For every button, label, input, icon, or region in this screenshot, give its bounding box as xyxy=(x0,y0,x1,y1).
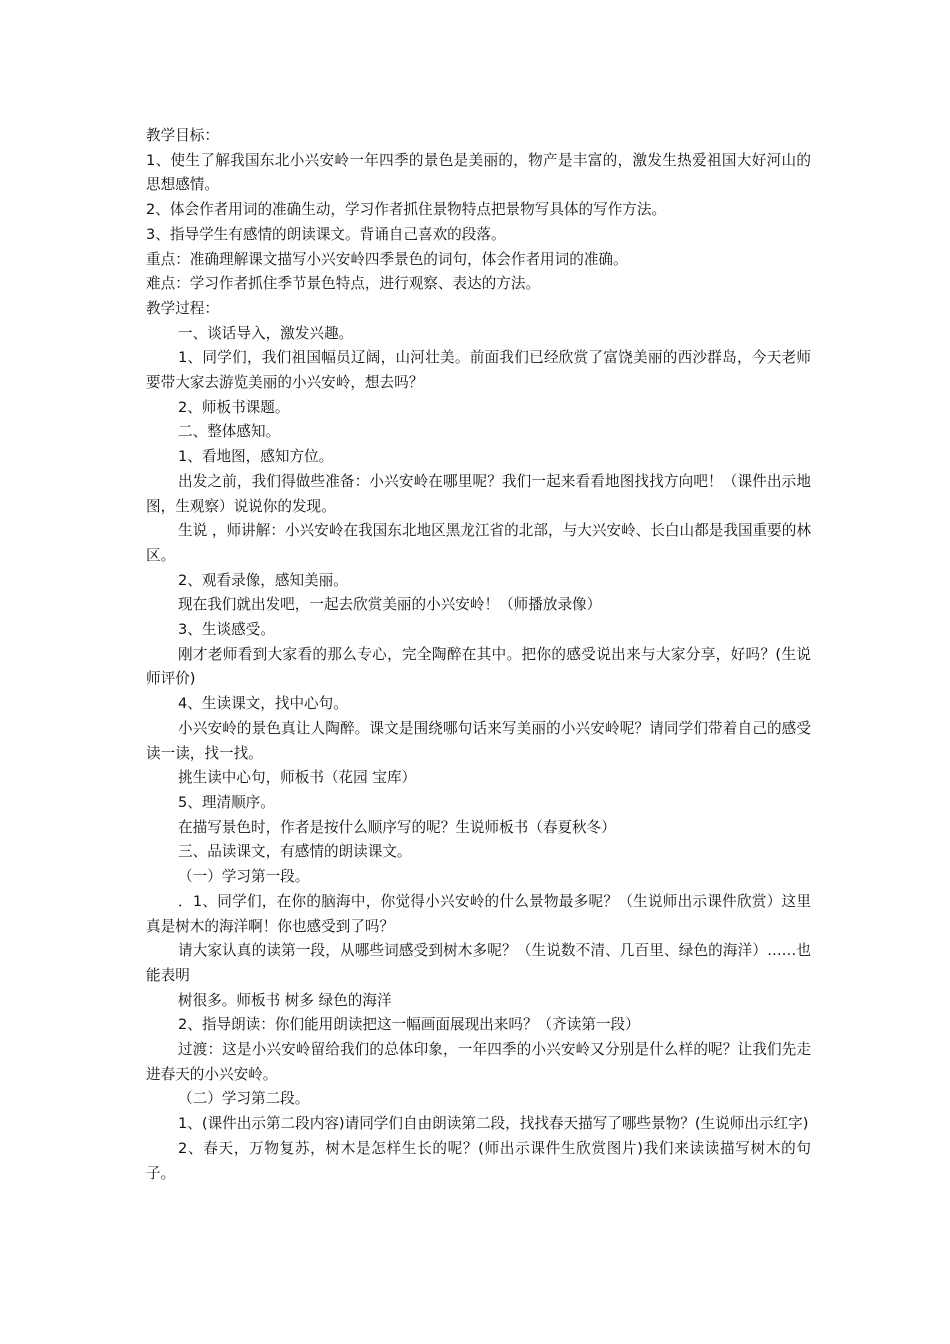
paragraph: 2、观看录像，感知美丽。 xyxy=(178,571,348,589)
paragraph: 现在我们就出发吧，一起去欣赏美丽的小兴安岭！（师播放录像） xyxy=(178,596,602,614)
paragraph: 2、体会作者用词的准确生动，学习作者抓住景物特点把景物写具体的写作方法。 xyxy=(146,201,667,219)
paragraph: 二、整体感知。 xyxy=(178,423,281,441)
paragraph: 出发之前，我们得做些准备：小兴安岭在哪里呢？我们一起来看看地图找找方向吧！（课件出示地图，生观察）说说你的发现。 xyxy=(146,472,811,515)
paragraph: 树很多。师板书 树多 绿色的海洋 xyxy=(178,991,392,1009)
paragraph: ．1、同学们，在你的脑海中，你觉得小兴安岭的什么景物最多呢？（生说师出示课件欣赏）这里真是树木的海洋啊！你也感受到了吗？ xyxy=(146,892,811,935)
paragraph: 一、谈话导入，激发兴趣。 xyxy=(178,324,354,342)
paragraph: 1、使生了解我国东北小兴安岭一年四季的景色是美丽的，物产是丰富的，激发生热爱祖国大好河山的思想感情。 xyxy=(146,151,811,194)
document-body xyxy=(146,124,811,1186)
paragraph: 3、指导学生有感情的朗读课文。背诵自己喜欢的段落。 xyxy=(146,225,506,243)
paragraph: 在描写景色时，作者是按什么顺序写的呢？生说师板书（春夏秋冬） xyxy=(178,818,616,836)
paragraph: 1、看地图，感知方位。 xyxy=(178,448,334,466)
paragraph: 5、理清顺序。 xyxy=(178,793,275,811)
paragraph: 挑生读中心句，师板书（花园 宝库） xyxy=(178,769,417,787)
paragraph: 刚才老师看到大家看的那么专心，完全陶醉在其中。把你的感受说出来与大家分享，好吗？(生说师评价) xyxy=(146,645,811,688)
paragraph: 3、生谈感受。 xyxy=(178,621,275,639)
paragraph: 小兴安岭的景色真让人陶醉。课文是围绕哪句话来写美丽的小兴安岭呢？请同学们带着自己的感受读一读，找一找。 xyxy=(146,719,811,762)
paragraph: （一）学习第一段。 xyxy=(178,868,310,886)
paragraph: 过渡：这是小兴安岭留给我们的总体印象，一年四季的小兴安岭又分别是什么样的呢？让我们先走进春天的小兴安岭。 xyxy=(146,1041,811,1083)
paragraph: 重点：准确理解课文描写小兴安岭四季景色的词句，体会作者用词的准确。 xyxy=(146,250,628,268)
paragraph: 难点：学习作者抓住季节景色特点，进行观察、表达的方法。 xyxy=(146,275,541,293)
paragraph: 1、(课件出示第二段内容)请同学们自由朗读第二段，找找春天描写了哪些景物？(生说师出示红字) xyxy=(178,1115,809,1133)
paragraph: 2、指导朗读：你们能用朗读把这一幅画面展现出来吗？（齐读第一段） xyxy=(178,1016,640,1034)
paragraph: 4、生读课文，找中心句。 xyxy=(178,695,348,713)
paragraph: 请大家认真的读第一段，从哪些词感受到树木多呢？（生说数不清、几百里、绿色的海洋）……也能表明 xyxy=(146,942,811,984)
paragraph: 生说 ，师讲解：小兴安岭在我国东北地区黑龙江省的北部，与大兴安岭、长白山都是我国重要的林区。 xyxy=(146,522,811,564)
paragraph: （二）学习第二段。 xyxy=(178,1090,310,1108)
paragraph: 教学目标： xyxy=(146,127,219,144)
paragraph: 教学过程： xyxy=(146,299,219,317)
paragraph: 2、春天，万物复苏，树木是怎样生长的呢？(师出示课件生欣赏图片)我们来读读描写树木的句子。 xyxy=(146,1139,811,1182)
paragraph: 1、同学们，我们祖国幅员辽阔，山河壮美。前面我们已经欣赏了富饶美丽的西沙群岛，今天老师要带大家去游览美丽的小兴安岭，想去吗？ xyxy=(146,349,811,392)
paragraph: 三、品读课文，有感情的朗读课文。 xyxy=(178,843,412,861)
paragraph: 2、师板书课题。 xyxy=(178,398,290,416)
